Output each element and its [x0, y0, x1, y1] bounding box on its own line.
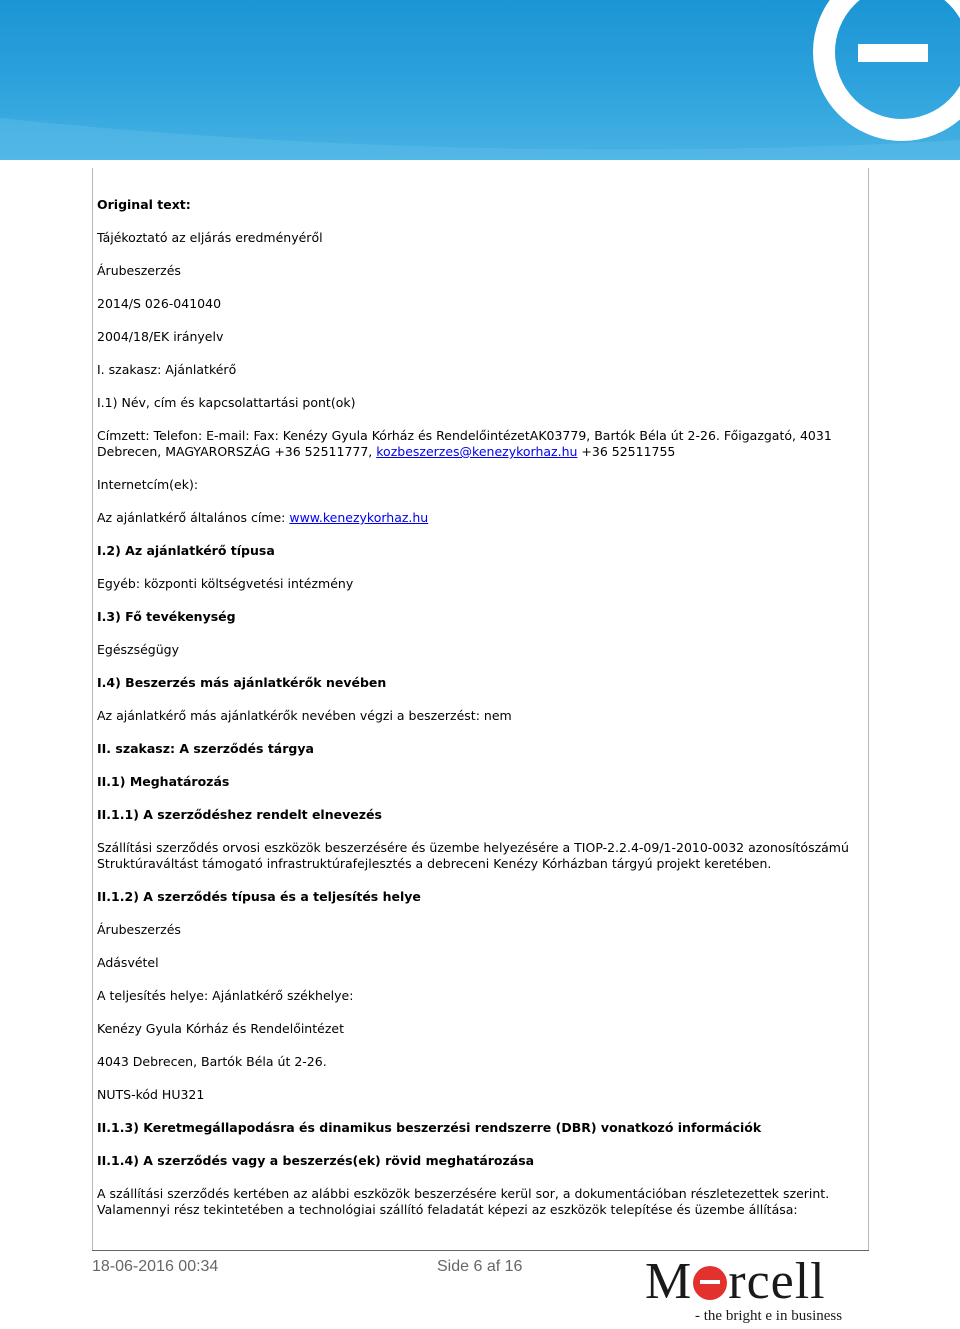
- logo-tagline: - the bright e in business: [695, 1308, 843, 1324]
- logo-wordmark: [645, 1252, 826, 1312]
- paragraph: 4043 Debrecen, Bartók Béla út 2-26.: [97, 1054, 327, 1069]
- paragraph: I. szakasz: Ajánlatkérő: [97, 362, 237, 377]
- paragraph: I.1) Név, cím és kapcsolattartási pont(ok): [97, 395, 356, 410]
- footer-divider: [92, 1250, 869, 1251]
- paragraph-text: +36 52511755: [577, 444, 676, 459]
- paragraph: I.3) Fő tevékenység: [97, 609, 236, 624]
- paragraph: II.1.1) A szerződéshez rendelt elnevezés: [97, 807, 382, 822]
- left-border: [92, 168, 93, 1250]
- paragraph: A teljesítés helye: Ajánlatkérő székhelye:: [97, 988, 354, 1003]
- paragraph: Egyéb: központi költségvetési intézmény: [97, 576, 354, 591]
- paragraph: Árubeszerzés: [97, 263, 181, 278]
- paragraph: II.1.3) Keretmegállapodásra és dinamikus beszerzési rendszerre (DBR) vonatkozó információk: [97, 1120, 762, 1135]
- paragraph: I.2) Az ajánlatkérő típusa: [97, 543, 275, 558]
- paragraph: NUTS-kód HU321: [97, 1087, 205, 1102]
- paragraph: Egészségügy: [97, 642, 179, 657]
- paragraph: I.4) Beszerzés más ajánlatkérők nevében: [97, 675, 387, 690]
- paragraph: 2014/S 026-041040: [97, 296, 222, 311]
- paragraph: Kenézy Gyula Kórház és Rendelőintézet: [97, 1021, 344, 1036]
- paragraph: Tájékoztató az eljárás eredményéről: [97, 230, 323, 245]
- paragraph: II.1.4) A szerződés vagy a beszerzés(ek) rövid meghatározása: [97, 1153, 535, 1168]
- header-banner: [0, 0, 960, 160]
- hyperlink[interactable]: kozbeszerzes@kenezykorhaz.hu: [376, 444, 578, 459]
- paragraph: [97, 428, 869, 460]
- marcell-logo: [645, 1252, 865, 1328]
- paragraph: Árubeszerzés: [97, 922, 181, 937]
- paragraph: A szállítási szerződés kertében az alábbi eszközök beszerzésére kerül sor, a dokumentációban részletezettek szerint. Valamennyi rész tekintetében a technológiai szállító feladatát képezi az eszközök telepítése és üzembe állítása:: [97, 1186, 830, 1217]
- paragraph: 2004/18/EK irányelv: [97, 329, 224, 344]
- logo-wordmark-right: rcell: [728, 1253, 826, 1310]
- paragraph-text: Az ajánlatkérő általános címe:: [97, 510, 290, 525]
- footer-page-number: Side 6 af 16: [437, 1258, 523, 1275]
- paragraph-text: Címzett: Telefon: E-mail: Fax: Kenézy Gyula Kórház és RendelőintézetAK03779, Bartók Béla út 2-26. Főigazgató, 4031 Debrecen, MAGYARORSZÁG +36 52511777,: [97, 428, 832, 459]
- paragraph: II.1) Meghatározás: [97, 774, 230, 789]
- paragraph: Az ajánlatkérő más ajánlatkérők nevében végzi a beszerzést: nem: [97, 708, 512, 723]
- paragraph: Adásvétel: [97, 955, 159, 970]
- hyperlink[interactable]: www.kenezykorhaz.hu: [289, 510, 429, 525]
- paragraph: Szállítási szerződés orvosi eszközök beszerzésére és üzembe helyezésére a TIOP-2.2.4-09/1-2010-0032 azonosítószámú Struktúraváltást támogató infrastruktúrafejlesztés a debreceni Kenézy Kórházban tárgyú projekt keretében.: [97, 840, 849, 871]
- logo-e-icon: [693, 1266, 727, 1300]
- logo-wordmark-left: M: [645, 1253, 693, 1310]
- paragraph: II. szakasz: A szerződés tárgya: [97, 741, 314, 756]
- paragraph: II.1.2) A szerződés típusa és a teljesítés helye: [97, 889, 421, 904]
- paragraph: Original text:: [97, 197, 191, 212]
- footer-date: 18-06-2016 00:34: [92, 1258, 219, 1275]
- paragraph: [97, 510, 869, 526]
- brand-e-icon: [0, 0, 960, 160]
- paragraph: Internetcím(ek):: [97, 477, 199, 492]
